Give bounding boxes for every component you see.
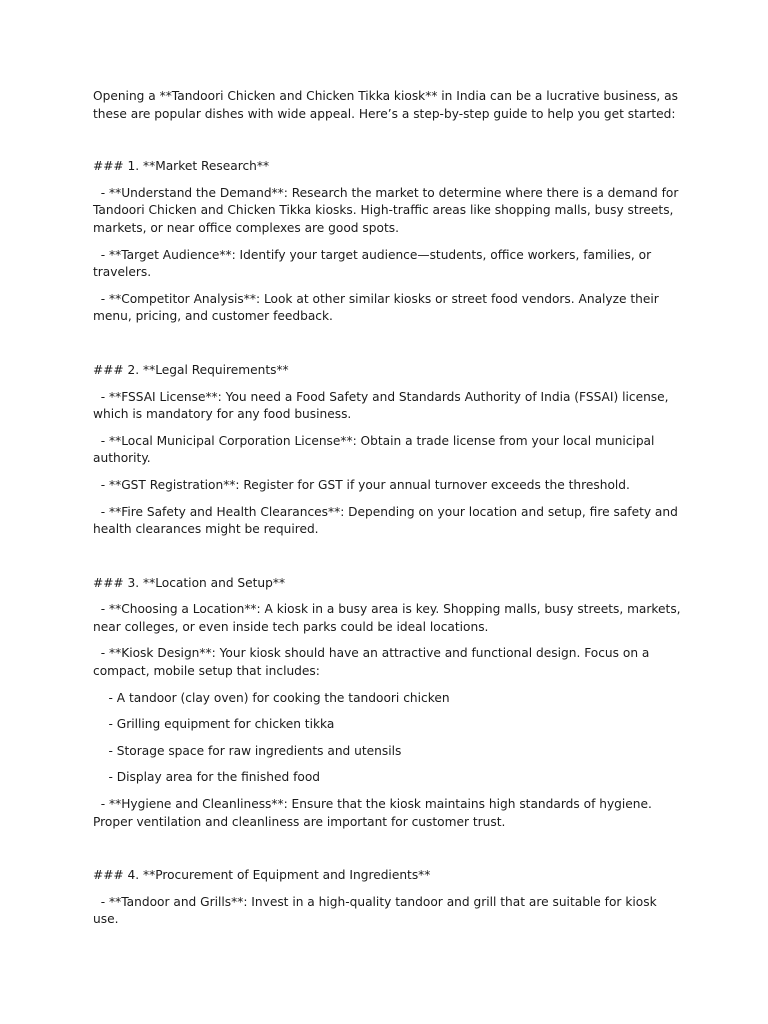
list-item: - **Understand the Demand**: Research the market to determine where there is a demand for Tandoori Chicken and Chicken Tikka kiosks. High-traffic areas like shopping malls, busy streets, markets, or near office complexes are good spots. — [93, 185, 683, 235]
section-heading-location-setup: ### 3. **Location and Setup** — [93, 575, 286, 590]
list-item: - **FSSAI License**: You need a Food Safety and Standards Authority of India (FSSAI) license, which is mandatory for any food business. — [93, 389, 673, 422]
list-item: - **Kiosk Design**: Your kiosk should have an attractive and functional design. Focus on a compact, mobile setup that includes: — [93, 646, 654, 679]
section-heading-market-research: ### 1. **Market Research** — [93, 159, 270, 174]
sub-list-item: - Grilling equipment for chicken tikka — [93, 717, 335, 732]
list-item: - **Competitor Analysis**: Look at other similar kiosks or street food vendors. Analyze their menu, pricing, and customer feedback. — [93, 291, 663, 324]
sub-list-item: - Display area for the finished food — [93, 770, 321, 785]
section-heading-legal-requirements: ### 2. **Legal Requirements** — [93, 362, 289, 377]
sub-list-item: - A tandoor (clay oven) for cooking the tandoori chicken — [93, 690, 450, 705]
sub-list-item: - Storage space for raw ingredients and utensils — [93, 743, 402, 758]
list-item: - **Local Municipal Corporation License**: Obtain a trade license from your local municipal authority. — [93, 433, 659, 466]
list-item: - **Tandoor and Grills**: Invest in a high-quality tandoor and grill that are suitable for kiosk use. — [93, 894, 661, 927]
section-heading-procurement: ### 4. **Procurement of Equipment and Ingredients** — [93, 868, 431, 883]
list-item: - **GST Registration**: Register for GST if your annual turnover exceeds the threshold. — [93, 477, 630, 492]
list-item: - **Target Audience**: Identify your target audience—students, office workers, families, or travelers. — [93, 247, 655, 280]
document-page — [93, 88, 685, 929]
list-item: - **Choosing a Location**: A kiosk in a busy area is key. Shopping malls, busy streets, markets, near colleges, or even inside tech parks could be ideal locations. — [93, 602, 685, 634]
list-item: - **Fire Safety and Health Clearances**: Depending on your location and setup, fire safety and health clearances might be required. — [93, 504, 682, 537]
list-item: - **Hygiene and Cleanliness**: Ensure that the kiosk maintains high standards of hygiene. Proper ventilation and cleanliness are important for customer trust. — [93, 797, 656, 829]
intro-paragraph: Opening a **Tandoori Chicken and Chicken Tikka kiosk** in India can be a lucrative business, as these are popular dishes with wide appeal. Here’s a step-by-step guide to help you get started: — [93, 89, 682, 121]
